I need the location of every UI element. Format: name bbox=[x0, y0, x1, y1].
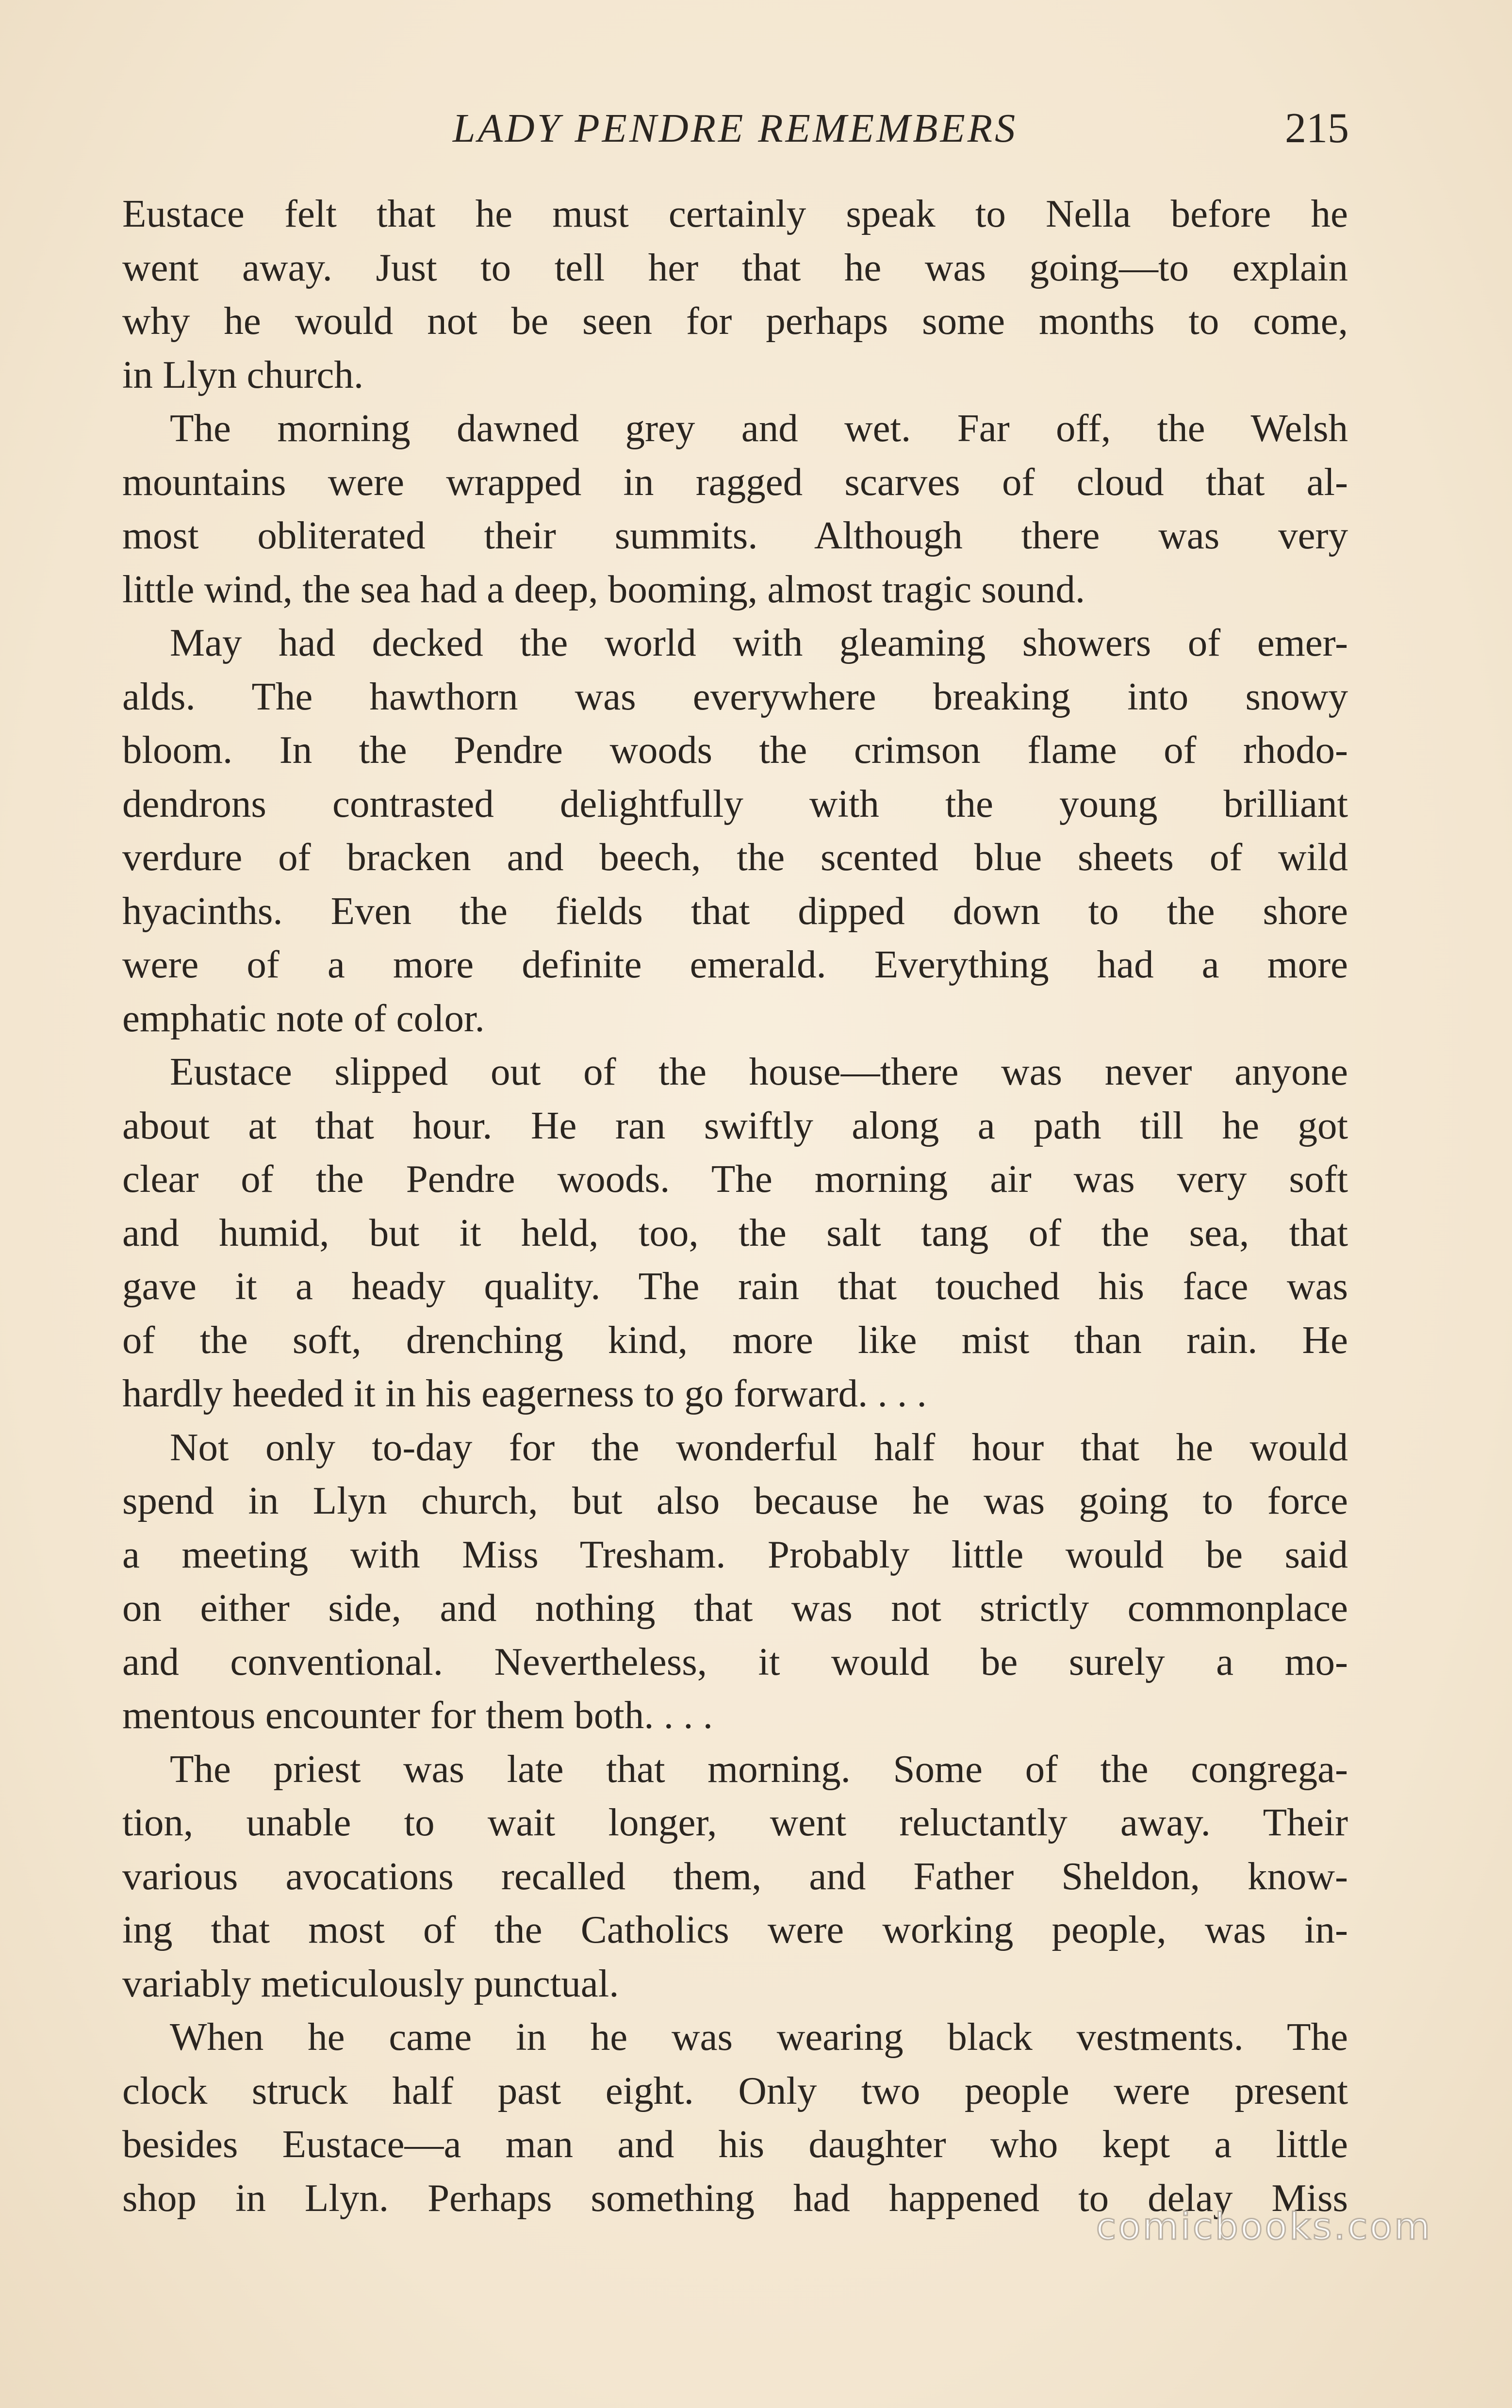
text-line: were of a more definite emerald. Everything had a more bbox=[122, 942, 1348, 986]
running-title: LADY PENDRE REMEMBERS bbox=[452, 106, 1018, 151]
text-line: When he came in he was wearing black vestments. The bbox=[170, 2015, 1348, 2059]
text-line: emphatic note of color. bbox=[122, 996, 485, 1040]
paragraph bbox=[122, 1420, 1348, 1742]
paragraph bbox=[122, 2010, 1348, 2225]
text-line: why he would not be seen for perhaps some months to come, bbox=[122, 299, 1348, 343]
text-line: verdure of bracken and beech, the scented blue sheets of wild bbox=[122, 835, 1348, 879]
paragraph bbox=[122, 401, 1348, 616]
text-line: mentous encounter for them both. . . . bbox=[122, 1693, 713, 1737]
text-line: gave it a heady quality. The rain that touched his face was bbox=[122, 1264, 1348, 1308]
watermark: comicbooks.com bbox=[1096, 2205, 1432, 2248]
text-line: hyacinths. Even the fields that dipped down to the shore bbox=[122, 889, 1348, 933]
running-head bbox=[121, 102, 1349, 155]
text-line: and humid, but it held, too, the salt tang of the sea, that bbox=[122, 1210, 1348, 1254]
text-line: Not only to-day for the wonderful half hour that he would bbox=[170, 1425, 1348, 1469]
text-line: spend in Llyn church, but also because he was going to force bbox=[122, 1479, 1348, 1522]
text-line: Eustace felt that he must certainly speak to Nella before he bbox=[122, 192, 1348, 235]
text-line: went away. Just to tell her that he was going—to explain bbox=[122, 245, 1348, 289]
text-line: bloom. In the Pendre woods the crimson flame of rhodo- bbox=[122, 728, 1348, 772]
body-text bbox=[122, 187, 1348, 2225]
text-line: dendrons contrasted delightfully with the young brilliant bbox=[122, 781, 1348, 825]
paragraph bbox=[122, 1742, 1348, 2011]
text-line: a meeting with Miss Tresham. Probably little would be said bbox=[122, 1532, 1348, 1576]
text-line: Eustace slipped out of the house—there was never anyone bbox=[170, 1050, 1348, 1093]
text-line: variably meticulously punctual. bbox=[122, 1961, 619, 2005]
text-line: clock struck half past eight. Only two people were present bbox=[122, 2068, 1348, 2112]
text-line: alds. The hawthorn was everywhere breaking into snowy bbox=[122, 674, 1348, 718]
text-line: May had decked the world with gleaming showers of emer- bbox=[170, 621, 1348, 664]
text-line: The priest was late that morning. Some of the congrega- bbox=[170, 1747, 1348, 1791]
text-line: of the soft, drenching kind, more like mist than rain. He bbox=[122, 1318, 1348, 1362]
text-line: hardly heeded it in his eagerness to go forward. . . . bbox=[122, 1371, 927, 1415]
text-line: about at that hour. He ran swiftly along a path till he got bbox=[122, 1103, 1348, 1147]
text-line: ing that most of the Catholics were working people, was in- bbox=[122, 1908, 1348, 1951]
text-line: most obliterated their summits. Although there was very bbox=[122, 513, 1348, 557]
text-line: little wind, the sea had a deep, booming, almost tragic sound. bbox=[122, 567, 1085, 611]
text-line: and conventional. Nevertheless, it would be surely a mo- bbox=[122, 1639, 1348, 1683]
text-line: mountains were wrapped in ragged scarves of cloud that al- bbox=[122, 460, 1348, 504]
text-line: in Llyn church. bbox=[122, 352, 364, 396]
text-line: The morning dawned grey and wet. Far off, the Welsh bbox=[170, 406, 1348, 450]
paragraph bbox=[122, 187, 1348, 401]
text-line: tion, unable to wait longer, went reluctantly away. Their bbox=[122, 1800, 1348, 1844]
text-line: on either side, and nothing that was not strictly commonplace bbox=[122, 1586, 1348, 1630]
text-line: shop in Llyn. Perhaps something had happened to delay Miss bbox=[122, 2176, 1348, 2220]
text-line: various avocations recalled them, and Father Sheldon, know- bbox=[122, 1854, 1348, 1898]
paragraph bbox=[122, 1045, 1348, 1420]
text-line: besides Eustace—a man and his daughter who kept a little bbox=[122, 2122, 1348, 2166]
paragraph bbox=[122, 616, 1348, 1045]
text-line: clear of the Pendre woods. The morning air was very soft bbox=[122, 1157, 1348, 1201]
page-number: 215 bbox=[1285, 105, 1349, 152]
